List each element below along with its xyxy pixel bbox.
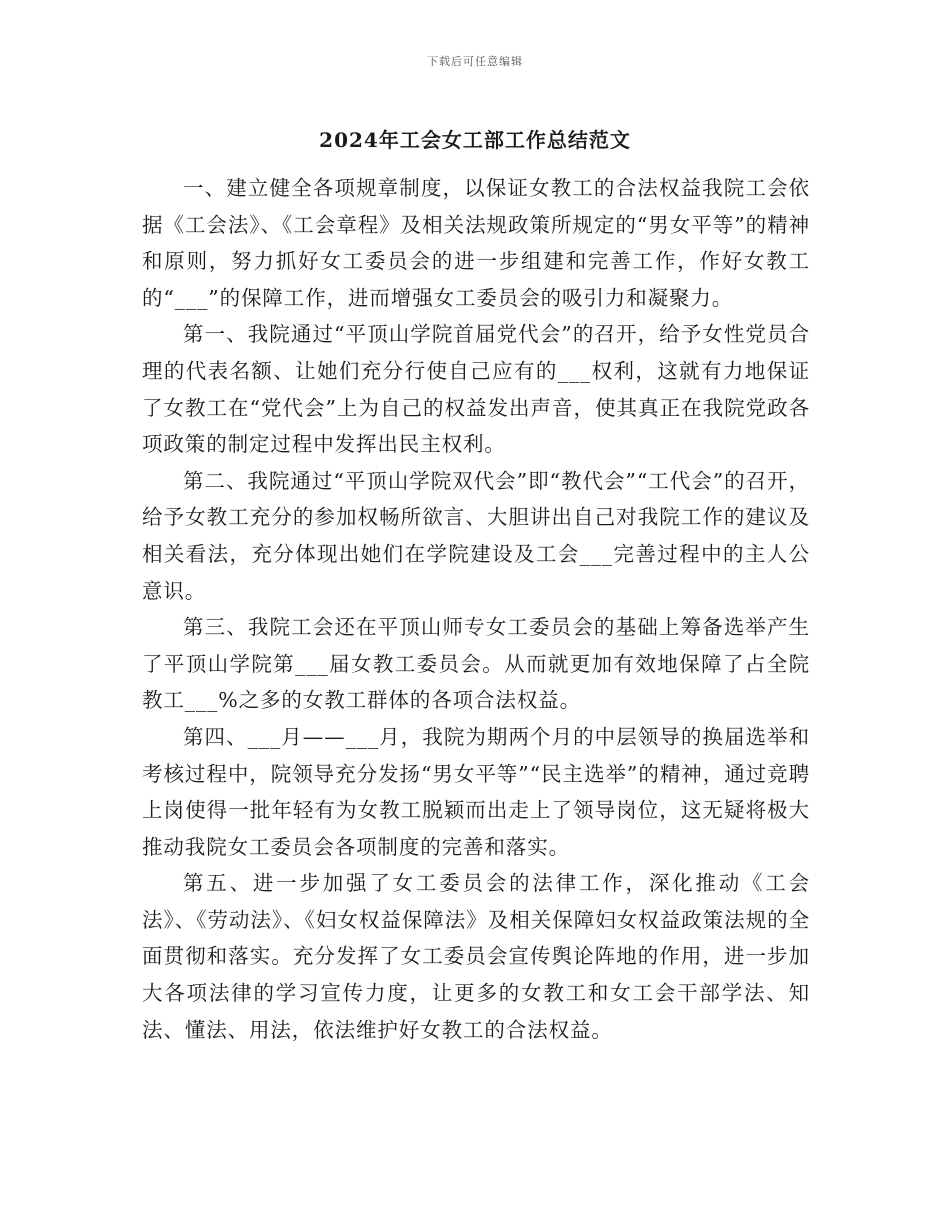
paragraph-item-5: 第五、进一步加强了女工委员会的法律工作，深化推动《工会法》、《劳动法》、《妇女权益保障法》及相关保障妇女权益政策法规的全面贯彻和落实。充分发挥了女工委员会宣传舆论阵地的作用，进一步加大各项法律的学习宣传力度，让更多的女教工和女工会干部学法、知法、懂法、用法，依法维护好女教工的合法权益。 (142, 871, 810, 1042)
paragraph-section-one: 一、建立健全各项规章制度，以保证女教工的合法权益我院工会依据《工会法》、《工会章程》及相关法规政策所规定的“男女平等”的精神和原则，努力抓好女工委员会的进一步组建和完善工作，作好女教工的“___”的保障工作，进而增强女工委员会的吸引力和凝聚力。 (142, 176, 810, 310)
paragraph-item-3: 第三、我院工会还在平顶山师专女工委员会的基础上筹备选举产生了平顶山学院第___届女教工委员会。从而就更加有效地保障了占全院教工___%之多的女教工群体的各项合法权益。 (142, 615, 810, 713)
paragraph-item-2: 第二、我院通过“平顶山学院双代会”即“教代会”“工代会”的召开，给予女教工充分的参加权畅所欲言、大胆讲出自己对我院工作的建议及相关看法，充分体现出她们在学院建设及工会___完善过程中的主人公意识。 (142, 468, 810, 603)
paragraph-item-4: 第四、___月——___月，我院为期两个月的中层领导的换届选举和考核过程中，院领导充分发扬“男女平等”“民主选举”的精神，通过竞聘上岗使得一批年轻有为女教工脱颖而出走上了领导岗位，这无疑将极大推动我院女工委员会各项制度的完善和落实。 (142, 724, 810, 859)
document-title: 2024年工会女工部工作总结范文 (319, 128, 631, 152)
paragraph-item-1: 第一、我院通过“平顶山学院首届党代会”的召开，给予女性党员合理的代表名额、让她们充分行使自己应有的___权利，这就有力地保证了女教工在“党代会”上为自己的权益发出声音，使其真正在我院党政各项政策的制定过程中发挥出民主权利。 (142, 322, 810, 457)
document-body (142, 170, 810, 1048)
page-header-note: 下载后可任意编辑 (427, 55, 523, 68)
